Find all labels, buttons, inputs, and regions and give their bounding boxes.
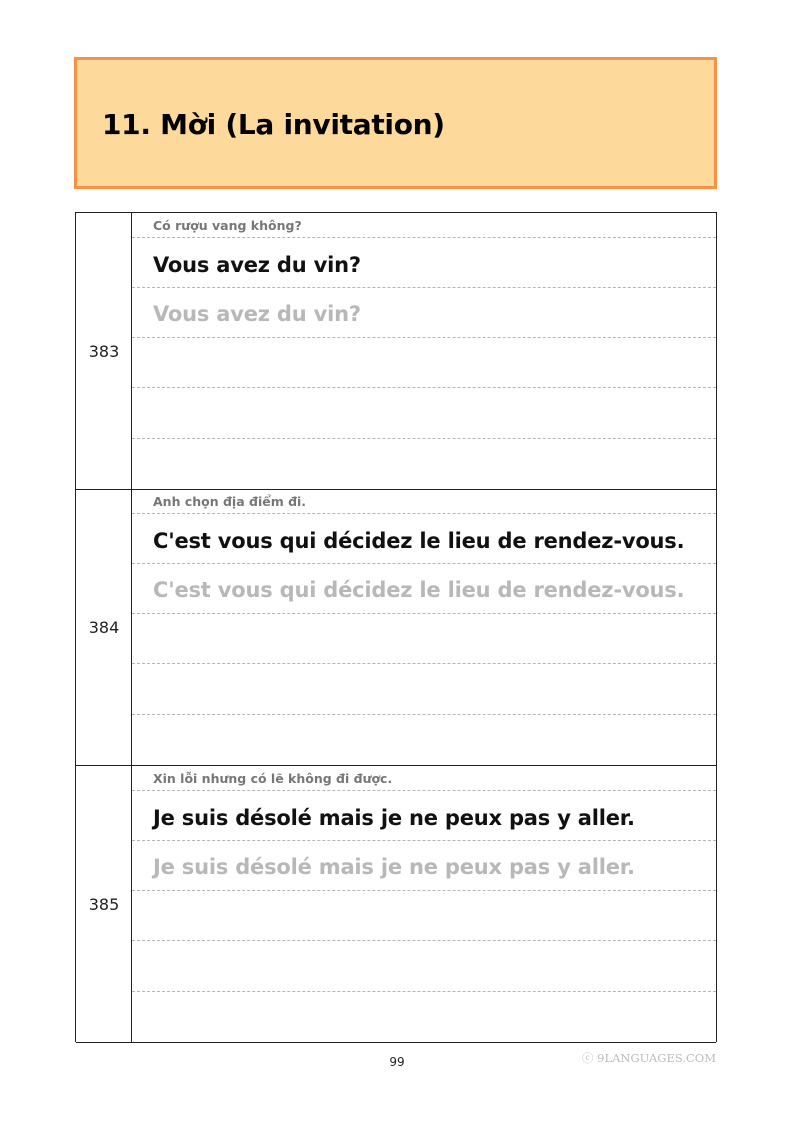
practice-worksheet	[75, 212, 717, 1042]
number-column	[76, 489, 132, 765]
french-sentence: C'est vous qui décidez le lieu de rendez-vous.	[153, 529, 685, 553]
vietnamese-hint: Anh chọn địa điểm đi.	[153, 494, 307, 509]
entry-number: 383	[88, 342, 120, 361]
writing-line	[132, 940, 716, 941]
number-column	[76, 766, 132, 1042]
chapter-title-box	[74, 57, 717, 189]
writing-line	[132, 387, 716, 388]
writing-line	[132, 287, 716, 288]
vietnamese-hint: Xin lỗi nhưng có lẽ không đi được.	[153, 771, 393, 786]
writing-line	[132, 663, 716, 664]
writing-line	[132, 840, 716, 841]
french-sentence: Je suis désolé mais je ne peux pas y aller.	[153, 806, 635, 830]
writing-line	[132, 714, 716, 715]
french-sentence: Vous avez du vin?	[153, 253, 361, 277]
practice-block-383	[76, 213, 716, 490]
writing-line	[132, 237, 716, 238]
writing-line	[132, 991, 716, 992]
writing-line	[132, 563, 716, 564]
writing-line	[132, 890, 716, 891]
trace-sentence: Vous avez du vin?	[153, 302, 361, 326]
practice-block-385	[76, 766, 716, 1043]
writing-line	[132, 613, 716, 614]
practice-block-384	[76, 489, 716, 766]
trace-sentence: C'est vous qui décidez le lieu de rendez-vous.	[153, 578, 685, 602]
entry-number: 385	[88, 895, 120, 914]
entry-number: 384	[88, 618, 120, 637]
copyright-notice: ⓒ 9LANGUAGES.COM	[581, 1051, 716, 1065]
writing-line	[132, 438, 716, 439]
chapter-title: 11. Mời (La invitation)	[102, 108, 445, 141]
writing-line	[132, 337, 716, 338]
trace-sentence: Je suis désolé mais je ne peux pas y aller.	[153, 855, 635, 879]
vietnamese-hint: Có rượu vang không?	[153, 218, 302, 233]
number-column	[76, 213, 132, 489]
writing-line	[132, 513, 716, 514]
page-number: 99	[389, 1055, 405, 1069]
writing-line	[132, 790, 716, 791]
